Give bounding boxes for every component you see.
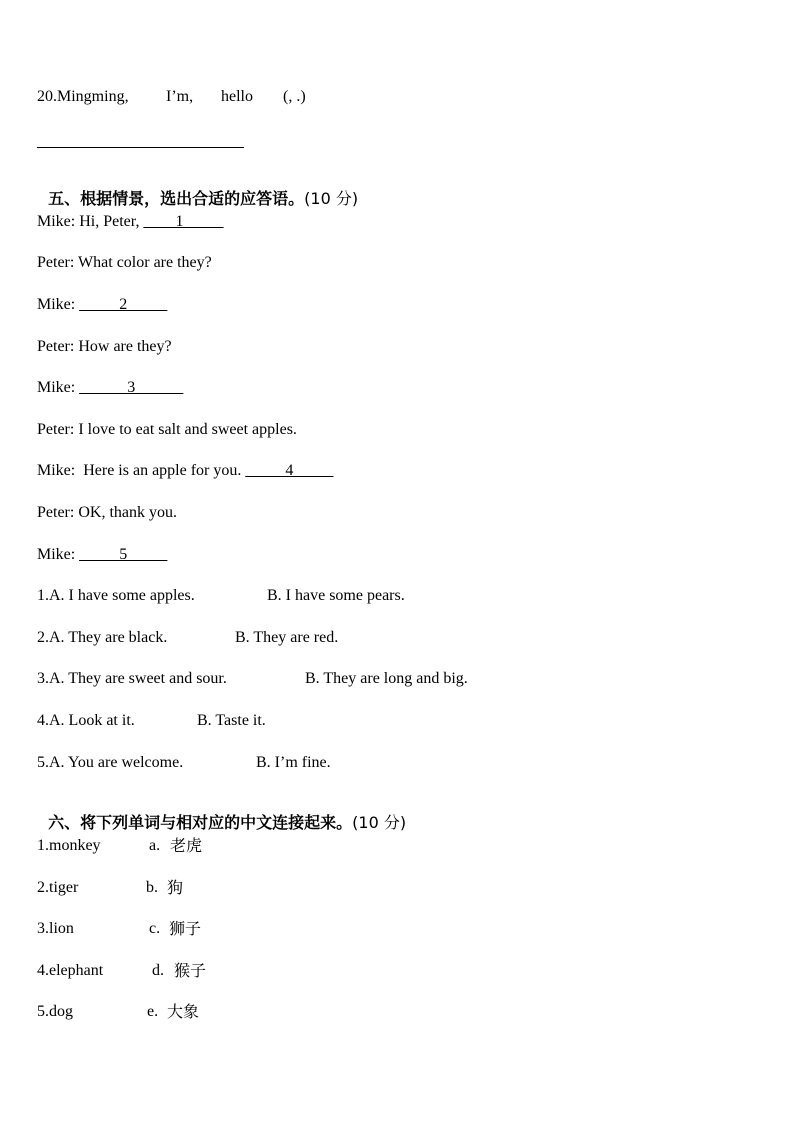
match-letter: b. — [146, 879, 158, 896]
q20-answer-line — [37, 147, 244, 148]
q20-word: hello — [221, 88, 253, 105]
option-3b: B. They are long and big. — [305, 670, 468, 687]
section5-title: 五、根据情景，选出合适的应答语。 — [48, 189, 305, 208]
dialogue-text: What color are they? — [74, 254, 212, 271]
match-chinese: 猴子 — [174, 961, 207, 980]
dialogue-line — [37, 337, 172, 357]
match-word: 3.lion — [37, 920, 74, 937]
option-2b: B. They are red. — [235, 629, 339, 646]
speaker: Peter: — [37, 421, 75, 438]
section6-heading — [37, 793, 406, 833]
blank-3: ______3______ — [79, 379, 184, 396]
speaker: Peter: — [37, 338, 75, 355]
option-1b: B. I have some pears. — [267, 587, 405, 604]
section6-title: 六、将下列单词与相对应的中文连接起来。 — [48, 813, 353, 832]
q20-punctuation: (, .) — [283, 88, 306, 105]
dialogue-text: OK, thank you. — [74, 504, 177, 521]
match-letter: d. — [152, 962, 164, 979]
speaker: Mike: — [37, 462, 76, 479]
match-word: 4.elephant — [37, 962, 104, 979]
blank-5: _____5_____ — [79, 546, 168, 563]
blank-2: _____2_____ — [79, 296, 168, 313]
dialogue-text: Hi, Peter, — [75, 213, 144, 230]
dialogue-line — [37, 253, 212, 273]
speaker: Peter: — [37, 254, 75, 271]
option-2a: 2.A. They are black. — [37, 629, 168, 646]
match-letter: c. — [149, 920, 161, 937]
option-5b: B. I’m fine. — [256, 754, 331, 771]
section5-score: (10 分) — [304, 189, 359, 208]
match-letter: e. — [147, 1003, 159, 1020]
match-letter: a. — [149, 837, 161, 854]
match-word: 2.tiger — [37, 879, 79, 896]
speaker: Mike: — [37, 546, 76, 563]
dialogue-line — [37, 212, 223, 232]
blank-1: ____1_____ — [143, 213, 224, 230]
match-chinese: 狮子 — [169, 919, 202, 938]
match-chinese: 老虎 — [170, 836, 203, 855]
section5-heading — [37, 169, 358, 209]
dialogue-line — [37, 420, 297, 440]
speaker: Mike: — [37, 296, 76, 313]
option-4b: B. Taste it. — [197, 712, 266, 729]
dialogue-line — [37, 503, 177, 523]
dialogue-text: Here is an apple for you. — [75, 462, 246, 479]
dialogue-line — [37, 461, 333, 481]
match-chinese: 狗 — [167, 878, 184, 897]
dialogue-line — [37, 378, 183, 398]
match-chinese: 大象 — [167, 1002, 200, 1021]
option-1a: 1.A. I have some apples. — [37, 587, 195, 604]
dialogue-text: How are they? — [74, 338, 172, 355]
speaker: Mike: — [37, 379, 76, 396]
match-word: 5.dog — [37, 1003, 73, 1020]
dialogue-text: I love to eat salt and sweet apples. — [74, 421, 297, 438]
q20-word: Mingming, — [57, 88, 129, 105]
q20-word: I’m, — [166, 88, 194, 105]
dialogue-line — [37, 295, 167, 315]
q20-number: 20. — [37, 88, 57, 105]
q20-number-word1 — [37, 87, 129, 107]
blank-4: _____4_____ — [245, 462, 334, 479]
section6-score: (10 分) — [352, 813, 407, 832]
speaker: Peter: — [37, 504, 75, 521]
dialogue-line — [37, 545, 167, 565]
speaker: Mike: — [37, 213, 76, 230]
option-4a: 4.A. Look at it. — [37, 712, 135, 729]
match-word: 1.monkey — [37, 837, 101, 854]
option-5a: 5.A. You are welcome. — [37, 754, 184, 771]
option-3a: 3.A. They are sweet and sour. — [37, 670, 227, 687]
